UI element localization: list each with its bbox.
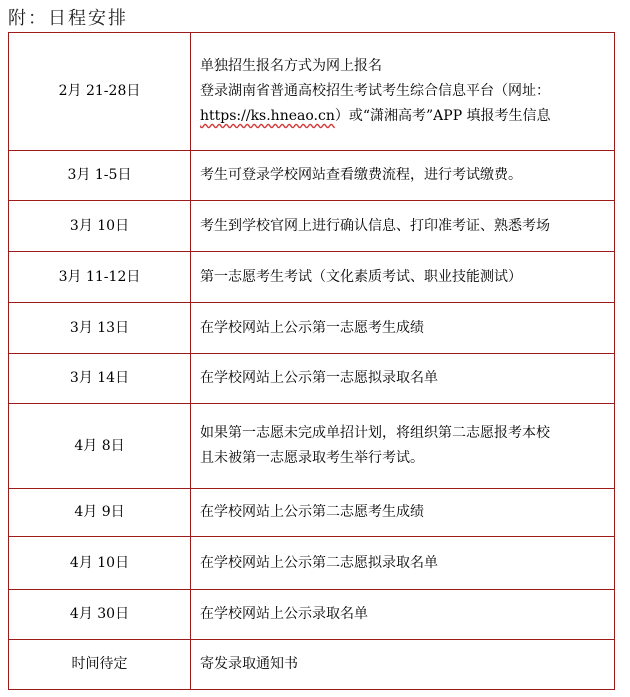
date-cell: 2月 21-28日 [9,33,191,151]
schedule-heading: 附：日程安排 [8,8,128,29]
description-cell [191,201,615,252]
website-url: https://ks.hneao.cn [200,108,335,124]
date-cell: 3月 1-5日 [9,151,191,201]
description-cell [191,252,615,303]
table-row [9,590,615,640]
date-cell: 时间待定 [9,640,191,690]
date-cell: 4月 9日 [9,489,191,537]
description-line: 在学校网站上公示第一志愿拟录取名单 [200,370,438,386]
table-row [9,252,615,303]
description-line-suffix: ）或“潇湘高考”APP 填报考生信息 [334,108,551,124]
description-line: 在学校网站上公示录取名单 [200,606,368,622]
date-cell: 3月 11-12日 [9,252,191,303]
table-row [9,537,615,590]
table-row [9,303,615,354]
description-line [200,104,612,129]
description-cell [191,590,615,640]
description-line: 在学校网站上公示第二志愿考生成绩 [200,504,424,520]
description-cell [191,151,615,201]
table-row [9,151,615,201]
schedule-table [8,32,615,690]
table-row [9,404,615,489]
description-line: 在学校网站上公示第一志愿考生成绩 [200,319,424,336]
description-cell [191,33,615,151]
description-line: 且未被第一志愿录取考生举行考试。 [200,450,424,466]
date-cell: 4月 8日 [9,404,191,489]
table-row [9,489,615,537]
table-row [9,354,615,404]
description-cell [191,537,615,590]
description-line: 考生可登录学校网站查看缴费流程，进行考试缴费。 [200,167,522,183]
description-cell [191,404,615,489]
description-line: 第一志愿考生考试（文化素质考试、职业技能测试） [200,268,522,285]
date-cell: 4月 30日 [9,590,191,640]
description-line: 在学校网站上公示第二志愿拟录取名单 [200,554,438,571]
description-line: 寄发录取通知书 [200,656,298,672]
description-line: 考生到学校官网上进行确认信息、打印准考证、熟悉考场 [200,217,550,234]
table-row [9,640,615,690]
description-line: 登录湖南省普通高校招生考试考生综合信息平台（网址： [200,83,550,99]
description-cell [191,303,615,354]
date-cell: 3月 10日 [9,201,191,252]
date-cell: 3月 13日 [9,303,191,354]
table-row [9,33,615,151]
description-cell [191,640,615,690]
description-cell [191,354,615,404]
description-cell [191,489,615,537]
date-cell: 3月 14日 [9,354,191,404]
description-line: 单独招生报名方式为网上报名 [200,58,382,74]
date-cell: 4月 10日 [9,537,191,590]
description-line: 如果第一志愿未完成单招计划，将组织第二志愿报考本校 [200,425,550,441]
table-row [9,201,615,252]
